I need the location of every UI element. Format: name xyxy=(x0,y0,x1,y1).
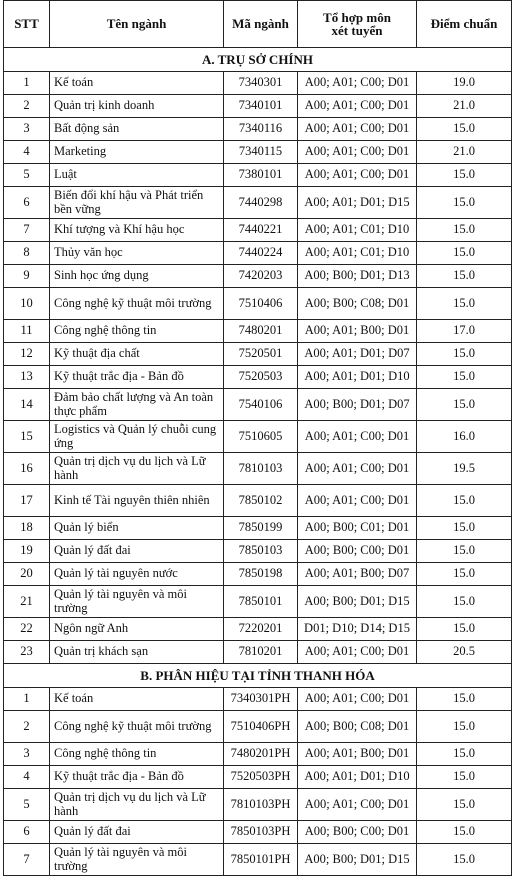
table-row xyxy=(4,95,512,118)
cell-ten-nganh: Quản trị dịch vụ du lịch và Lữ hành xyxy=(50,789,224,821)
cell-ma-nganh: 7850103PH xyxy=(224,821,298,844)
cell-ten-nganh: Quản lý đất đai xyxy=(50,821,224,844)
cell-diem-chuan: 15.0 xyxy=(417,265,512,288)
cell-ten-nganh: Kỹ thuật địa chất xyxy=(50,343,224,366)
cell-ten-nganh: Logistics và Quản lý chuỗi cung ứng xyxy=(50,421,224,453)
cell-to-hop: A00; A01; C00; D01 xyxy=(298,688,417,711)
cell-stt: 19 xyxy=(4,540,50,563)
cell-stt: 13 xyxy=(4,366,50,389)
cell-ma-nganh: 7850102 xyxy=(224,485,298,517)
table-row xyxy=(4,789,512,821)
cell-ma-nganh: 7440224 xyxy=(224,242,298,265)
cell-diem-chuan: 15.0 xyxy=(417,389,512,421)
cell-diem-chuan: 15.0 xyxy=(417,711,512,743)
table-row xyxy=(4,219,512,242)
header-to-hop xyxy=(298,1,417,48)
cell-stt: 21 xyxy=(4,586,50,618)
cell-diem-chuan: 15.0 xyxy=(417,366,512,389)
cell-stt: 8 xyxy=(4,242,50,265)
cell-to-hop: A00; A01; D01; D07 xyxy=(298,343,417,366)
cell-ten-nganh: Kỹ thuật trắc địa - Bản đồ xyxy=(50,366,224,389)
cell-diem-chuan: 15.0 xyxy=(417,688,512,711)
section-title: A. TRỤ SỞ CHÍNH xyxy=(4,48,512,72)
cell-ten-nganh: Luật xyxy=(50,164,224,187)
cell-to-hop: A00; A01; B00; D07 xyxy=(298,563,417,586)
cell-stt: 17 xyxy=(4,485,50,517)
cell-ma-nganh: 7540106 xyxy=(224,389,298,421)
cell-to-hop: A00; B00; D01; D07 xyxy=(298,389,417,421)
cell-diem-chuan: 19.0 xyxy=(417,72,512,95)
cell-diem-chuan: 17.0 xyxy=(417,320,512,343)
section-title: B. PHÂN HIỆU TẠI TỈNH THANH HÓA xyxy=(4,664,512,688)
cell-ma-nganh: 7810103 xyxy=(224,453,298,485)
cell-ma-nganh: 7340115 xyxy=(224,141,298,164)
cell-ma-nganh: 7480201PH xyxy=(224,743,298,766)
cell-to-hop: A00; A01; C00; D01 xyxy=(298,485,417,517)
cell-stt: 3 xyxy=(4,118,50,141)
cell-to-hop: A00; B00; C00; D01 xyxy=(298,540,417,563)
cell-ten-nganh: Marketing xyxy=(50,141,224,164)
cell-to-hop: A00; A01; C00; D01 xyxy=(298,453,417,485)
cell-to-hop: A00; A01; D01; D10 xyxy=(298,366,417,389)
cell-diem-chuan: 16.0 xyxy=(417,421,512,453)
cell-ten-nganh: Quản lý tài nguyên và môi trường xyxy=(50,844,224,876)
table-row xyxy=(4,421,512,453)
cell-stt: 3 xyxy=(4,743,50,766)
table-row xyxy=(4,821,512,844)
cell-diem-chuan: 21.0 xyxy=(417,141,512,164)
table-row xyxy=(4,711,512,743)
cell-stt: 20 xyxy=(4,563,50,586)
cell-ten-nganh: Quản lý tài nguyên và môi trường xyxy=(50,586,224,618)
table-row xyxy=(4,766,512,789)
table-row xyxy=(4,540,512,563)
cell-ten-nganh: Kinh tế Tài nguyên thiên nhiên xyxy=(50,485,224,517)
cell-ten-nganh: Kỹ thuật trắc địa - Bản đồ xyxy=(50,766,224,789)
cell-ten-nganh: Quản lý đất đai xyxy=(50,540,224,563)
cell-ten-nganh: Công nghệ kỹ thuật môi trường xyxy=(50,711,224,743)
cell-to-hop: A00; A01; C01; D10 xyxy=(298,242,417,265)
cell-ma-nganh: 7850101PH xyxy=(224,844,298,876)
cell-ma-nganh: 7810201 xyxy=(224,641,298,664)
cell-to-hop: A00; B00; C08; D01 xyxy=(298,288,417,320)
cell-diem-chuan: 15.0 xyxy=(417,743,512,766)
cell-ma-nganh: 7340301PH xyxy=(224,688,298,711)
cell-to-hop: A00; A01; C00; D01 xyxy=(298,72,417,95)
cell-diem-chuan: 15.0 xyxy=(417,118,512,141)
cell-stt: 14 xyxy=(4,389,50,421)
cell-ten-nganh: Quản lý tài nguyên nước xyxy=(50,563,224,586)
cell-to-hop: A00; A01; B00; D01 xyxy=(298,320,417,343)
table-row xyxy=(4,164,512,187)
header-to-hop-line2: xét tuyển xyxy=(331,23,383,38)
cell-ma-nganh: 7220201 xyxy=(224,618,298,641)
cell-ten-nganh: Bất động sản xyxy=(50,118,224,141)
cell-stt: 7 xyxy=(4,844,50,876)
table-row xyxy=(4,72,512,95)
table-row xyxy=(4,641,512,664)
table-row xyxy=(4,517,512,540)
cell-to-hop: A00; A01; C00; D01 xyxy=(298,141,417,164)
table-row xyxy=(4,320,512,343)
cell-diem-chuan: 15.0 xyxy=(417,586,512,618)
cell-diem-chuan: 15.0 xyxy=(417,789,512,821)
cell-ma-nganh: 7480201 xyxy=(224,320,298,343)
cell-diem-chuan: 15.0 xyxy=(417,242,512,265)
cell-diem-chuan: 15.0 xyxy=(417,219,512,242)
table-row xyxy=(4,743,512,766)
cell-stt: 5 xyxy=(4,164,50,187)
cell-stt: 2 xyxy=(4,711,50,743)
cell-ma-nganh: 7850103 xyxy=(224,540,298,563)
cell-to-hop: A00; A01; C00; D01 xyxy=(298,164,417,187)
cell-diem-chuan: 15.0 xyxy=(417,187,512,219)
cell-to-hop: A00; B00; D01; D15 xyxy=(298,586,417,618)
cell-ma-nganh: 7340101 xyxy=(224,95,298,118)
cell-ma-nganh: 7420203 xyxy=(224,265,298,288)
cell-stt: 16 xyxy=(4,453,50,485)
cell-stt: 1 xyxy=(4,688,50,711)
cell-ma-nganh: 7850199 xyxy=(224,517,298,540)
cell-ma-nganh: 7850198 xyxy=(224,563,298,586)
cell-diem-chuan: 15.0 xyxy=(417,485,512,517)
table-row xyxy=(4,688,512,711)
cell-ten-nganh: Quản trị dịch vụ du lịch và Lữ hành xyxy=(50,453,224,485)
table-row xyxy=(4,844,512,876)
cell-ten-nganh: Đảm bảo chất lượng và An toàn thực phẩm xyxy=(50,389,224,421)
cell-ten-nganh: Biến đổi khí hậu và Phát triển bền vững xyxy=(50,187,224,219)
table-row xyxy=(4,618,512,641)
cell-to-hop: A00; B00; C01; D01 xyxy=(298,517,417,540)
table-row xyxy=(4,586,512,618)
cell-diem-chuan: 15.0 xyxy=(417,563,512,586)
table-row xyxy=(4,242,512,265)
table-row xyxy=(4,343,512,366)
table-row xyxy=(4,118,512,141)
cell-to-hop: A00; B00; C00; D01 xyxy=(298,821,417,844)
cell-diem-chuan: 15.0 xyxy=(417,766,512,789)
cell-stt: 4 xyxy=(4,141,50,164)
cell-to-hop: A00; A01; C00; D01 xyxy=(298,641,417,664)
table-row xyxy=(4,563,512,586)
table-row xyxy=(4,366,512,389)
cell-stt: 18 xyxy=(4,517,50,540)
cell-ma-nganh: 7340116 xyxy=(224,118,298,141)
table-row xyxy=(4,485,512,517)
cell-stt: 4 xyxy=(4,766,50,789)
cell-to-hop: A00; A01; C00; D01 xyxy=(298,421,417,453)
cell-ten-nganh: Công nghệ thông tin xyxy=(50,743,224,766)
cell-stt: 2 xyxy=(4,95,50,118)
cell-ten-nganh: Sinh học ứng dụng xyxy=(50,265,224,288)
cell-diem-chuan: 15.0 xyxy=(417,844,512,876)
cell-ma-nganh: 7440221 xyxy=(224,219,298,242)
cell-ten-nganh: Quản trị kinh doanh xyxy=(50,95,224,118)
cell-diem-chuan: 15.0 xyxy=(417,343,512,366)
header-stt: STT xyxy=(4,1,50,48)
cell-stt: 15 xyxy=(4,421,50,453)
header-to-hop-line1: Tổ hợp môn xyxy=(323,9,391,25)
cell-to-hop: A00; B00; D01; D15 xyxy=(298,844,417,876)
cell-ma-nganh: 7520503 xyxy=(224,366,298,389)
cell-stt: 12 xyxy=(4,343,50,366)
cell-ma-nganh: 7380101 xyxy=(224,164,298,187)
cell-stt: 6 xyxy=(4,821,50,844)
header-ten-nganh: Tên ngành xyxy=(50,1,224,48)
cell-stt: 10 xyxy=(4,288,50,320)
table-row xyxy=(4,288,512,320)
cell-ma-nganh: 7810103PH xyxy=(224,789,298,821)
cell-ma-nganh: 7510605 xyxy=(224,421,298,453)
cell-stt: 7 xyxy=(4,219,50,242)
cell-ma-nganh: 7510406 xyxy=(224,288,298,320)
cell-diem-chuan: 15.0 xyxy=(417,618,512,641)
cell-ma-nganh: 7520503PH xyxy=(224,766,298,789)
cell-ten-nganh: Khí tượng và Khí hậu học xyxy=(50,219,224,242)
table-row xyxy=(4,187,512,219)
cell-to-hop: A00; A01; D01; D10 xyxy=(298,766,417,789)
cell-stt: 1 xyxy=(4,72,50,95)
cell-stt: 6 xyxy=(4,187,50,219)
cell-to-hop: A00; A01; C00; D01 xyxy=(298,789,417,821)
cell-ten-nganh: Thủy văn học xyxy=(50,242,224,265)
cell-to-hop: A00; B00; D01; D13 xyxy=(298,265,417,288)
cell-diem-chuan: 15.0 xyxy=(417,821,512,844)
header-diem-chuan: Điểm chuẩn xyxy=(417,1,512,48)
admission-score-table xyxy=(3,0,512,876)
cell-to-hop: A00; B00; C08; D01 xyxy=(298,711,417,743)
cell-diem-chuan: 15.0 xyxy=(417,288,512,320)
cell-diem-chuan: 19.5 xyxy=(417,453,512,485)
cell-ten-nganh: Quản trị khách sạn xyxy=(50,641,224,664)
cell-ten-nganh: Công nghệ kỹ thuật môi trường xyxy=(50,288,224,320)
table-row xyxy=(4,265,512,288)
cell-ten-nganh: Quản lý biển xyxy=(50,517,224,540)
cell-ten-nganh: Kế toán xyxy=(50,688,224,711)
cell-ten-nganh: Kế toán xyxy=(50,72,224,95)
cell-stt: 22 xyxy=(4,618,50,641)
cell-diem-chuan: 20.5 xyxy=(417,641,512,664)
cell-to-hop: A00; A01; C00; D01 xyxy=(298,95,417,118)
cell-diem-chuan: 15.0 xyxy=(417,517,512,540)
cell-stt: 23 xyxy=(4,641,50,664)
cell-ma-nganh: 7520501 xyxy=(224,343,298,366)
cell-ten-nganh: Công nghệ thông tin xyxy=(50,320,224,343)
cell-diem-chuan: 15.0 xyxy=(417,540,512,563)
cell-to-hop: A00; A01; B00; D01 xyxy=(298,743,417,766)
header-row xyxy=(4,1,512,48)
cell-diem-chuan: 21.0 xyxy=(417,95,512,118)
cell-diem-chuan: 15.0 xyxy=(417,164,512,187)
cell-ma-nganh: 7510406PH xyxy=(224,711,298,743)
cell-ma-nganh: 7340301 xyxy=(224,72,298,95)
cell-to-hop: A00; A01; C01; D10 xyxy=(298,219,417,242)
cell-to-hop: A00; A01; C00; D01 xyxy=(298,118,417,141)
cell-stt: 9 xyxy=(4,265,50,288)
table-row xyxy=(4,141,512,164)
cell-stt: 5 xyxy=(4,789,50,821)
cell-ma-nganh: 7850101 xyxy=(224,586,298,618)
section-header-row xyxy=(4,48,512,72)
header-ma-nganh: Mã ngành xyxy=(224,1,298,48)
cell-ten-nganh: Ngôn ngữ Anh xyxy=(50,618,224,641)
table-body xyxy=(4,48,512,876)
table-row xyxy=(4,389,512,421)
cell-ma-nganh: 7440298 xyxy=(224,187,298,219)
table-row xyxy=(4,453,512,485)
cell-to-hop: D01; D10; D14; D15 xyxy=(298,618,417,641)
cell-to-hop: A00; A01; D01; D15 xyxy=(298,187,417,219)
cell-stt: 11 xyxy=(4,320,50,343)
section-header-row xyxy=(4,664,512,688)
